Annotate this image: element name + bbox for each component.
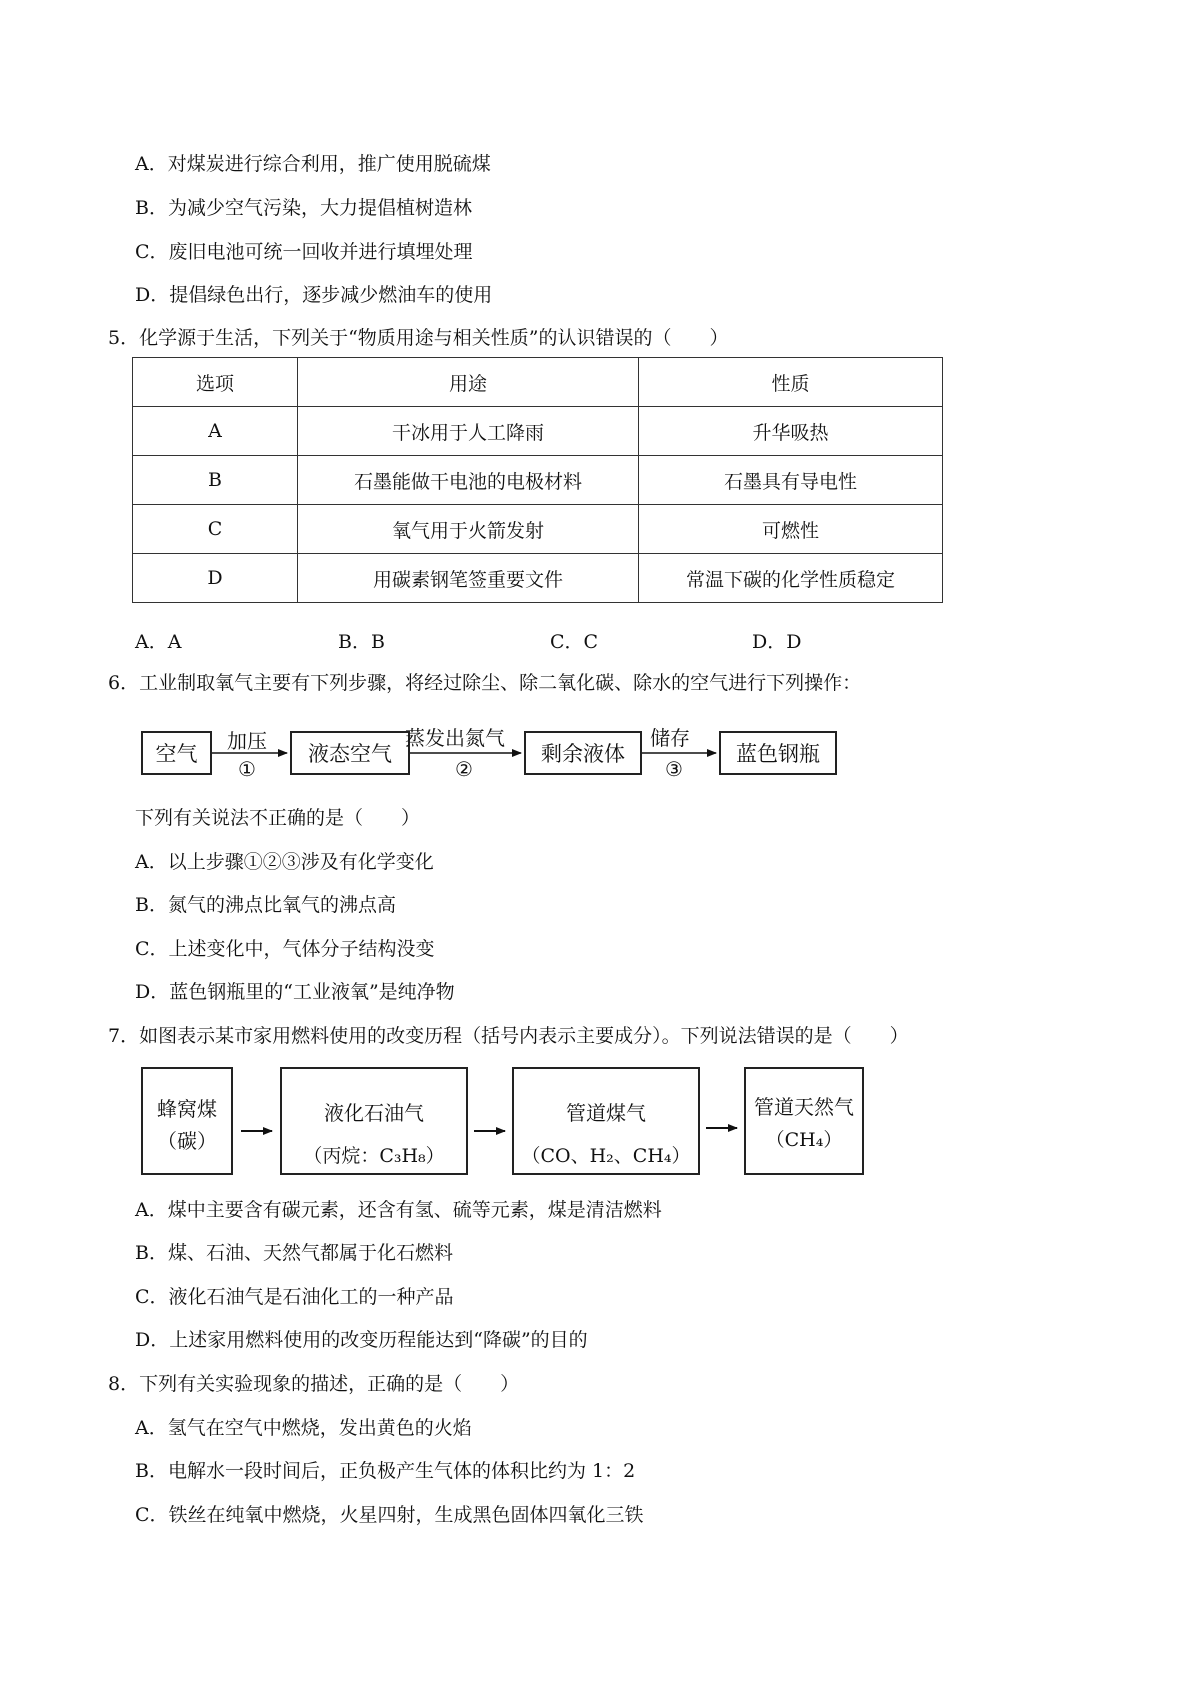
q4-option-a: A．对煤炭进行综合利用，推广使用脱硫煤 — [135, 153, 491, 175]
fuel-name: 管道煤气 — [566, 1101, 646, 1125]
fuel-composition: （CO、H₂、CH₄） — [521, 1145, 691, 1167]
q7-option-c: C．液化石油气是石油化工的一种产品 — [135, 1286, 454, 1308]
table-cell: A — [133, 407, 298, 456]
flow-arrow-label-store: 储存 — [650, 726, 690, 750]
flow-box-residual-liquid: 剩余液体 — [524, 731, 642, 775]
q6-option-a: A．以上步骤①②③涉及有化学变化 — [135, 851, 434, 873]
table-cell: B — [133, 456, 298, 505]
q8-option-c: C．铁丝在纯氧中燃烧，火星四射，生成黑色固体四氧化三铁 — [135, 1504, 644, 1526]
fuel-composition: （CH₄） — [765, 1129, 843, 1151]
table-cell: D — [133, 554, 298, 603]
q6-option-b: B．氮气的沸点比氧气的沸点高 — [135, 894, 396, 916]
q7-stem: 7．如图表示某市家用燃料使用的改变历程（括号内表示主要成分）。下列说法错误的是（ ） — [108, 1025, 909, 1047]
fuel-composition: （丙烷：C₃H₈） — [303, 1145, 445, 1167]
fuel-name: 管道天然气 — [754, 1095, 854, 1119]
table-cell: 用碳素钢笔签重要文件 — [298, 554, 639, 603]
q6-sub-question: 下列有关说法不正确的是（ ） — [135, 807, 421, 829]
table-cell: 氧气用于火箭发射 — [298, 505, 639, 554]
q4-option-d: D．提倡绿色出行，逐步减少燃油车的使用 — [135, 284, 493, 306]
table-cell: 升华吸热 — [639, 407, 943, 456]
q8-stem: 8．下列有关实验现象的描述，正确的是（ ） — [108, 1373, 520, 1395]
q7-option-a: A．煤中主要含有碳元素，还含有氢、硫等元素，煤是清洁燃料 — [135, 1199, 662, 1221]
table-header: 性质 — [639, 358, 943, 407]
q6-option-d: D．蓝色钢瓶里的“工业液氧”是纯净物 — [135, 981, 455, 1003]
table-header: 用途 — [298, 358, 639, 407]
q5-answer-c: C．C — [550, 631, 599, 653]
q7-option-d: D．上述家用燃料使用的改变历程能达到“降碳”的目的 — [135, 1329, 588, 1351]
flow-step-3: ③ — [665, 757, 683, 781]
q4-option-b: B．为减少空气污染，大力提倡植树造林 — [135, 197, 472, 219]
table-cell: 石墨能做干电池的电极材料 — [298, 456, 639, 505]
flow-box-air: 空气 — [141, 731, 212, 775]
flow-step-2: ② — [455, 757, 473, 781]
fuel-name: 液化石油气 — [324, 1101, 424, 1125]
table-header: 选项 — [133, 358, 298, 407]
flow-step-1: ① — [238, 757, 256, 781]
q5-answer-d: D．D — [752, 631, 802, 653]
q5-answer-b: B．B — [338, 631, 385, 653]
q6-option-c: C．上述变化中，气体分子结构没变 — [135, 938, 435, 960]
fuel-composition: （碳） — [157, 1129, 217, 1153]
fuel-name: 蜂窝煤 — [157, 1097, 217, 1121]
flow-box-liquid-air: 液态空气 — [290, 731, 410, 775]
table-cell: 常温下碳的化学性质稳定 — [639, 554, 943, 603]
table-cell: 可燃性 — [639, 505, 943, 554]
flow-box-blue-cylinder: 蓝色钢瓶 — [719, 731, 837, 775]
table-cell: 石墨具有导电性 — [639, 456, 943, 505]
q8-option-b: B．电解水一段时间后，正负极产生气体的体积比约为 1：2 — [135, 1460, 636, 1482]
q4-option-c: C．废旧电池可统一回收并进行填埋处理 — [135, 241, 473, 263]
flow-arrow-label-evaporate: 蒸发出氮气 — [405, 726, 505, 750]
q8-option-a: A．氢气在空气中燃烧，发出黄色的火焰 — [135, 1417, 472, 1439]
q5-answer-a: A．A — [135, 631, 182, 653]
table-cell: C — [133, 505, 298, 554]
flow-arrow-label-pressurize: 加压 — [227, 729, 267, 753]
q6-stem: 6．工业制取氧气主要有下列步骤，将经过除尘、除二氧化碳、除水的空气进行下列操作： — [108, 672, 862, 694]
q7-option-b: B．煤、石油、天然气都属于化石燃料 — [135, 1242, 453, 1264]
q5-stem: 5．化学源于生活，下列关于“物质用途与相关性质”的认识错误的（ ） — [108, 327, 729, 349]
table-cell: 干冰用于人工降雨 — [298, 407, 639, 456]
